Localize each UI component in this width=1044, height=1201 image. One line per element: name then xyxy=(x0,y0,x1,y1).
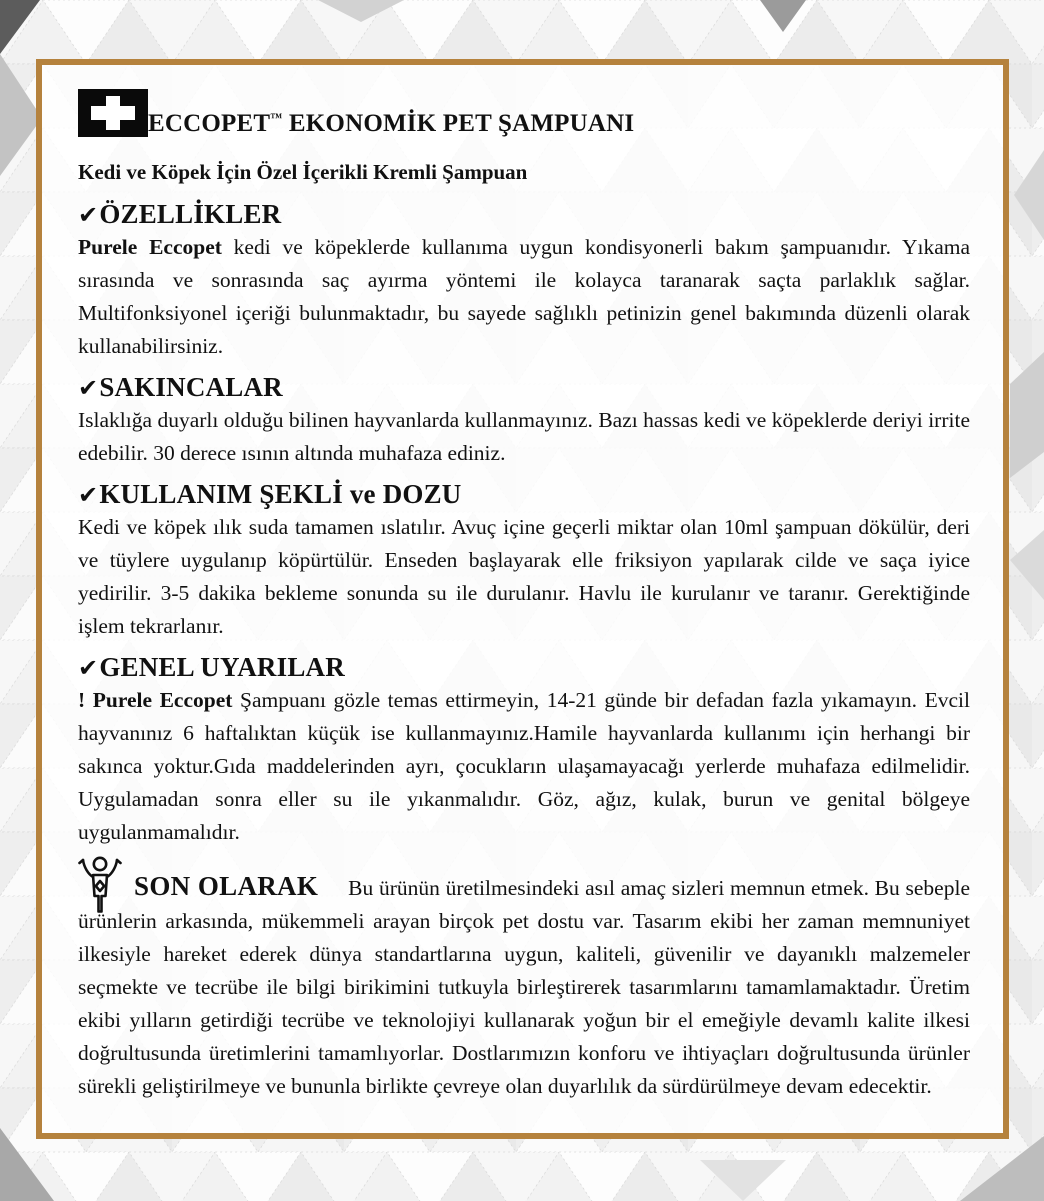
section-heading-genel-uyarilar: ✔GENEL UYARILAR xyxy=(78,652,345,683)
closing-paragraph: SON OLARAK Bu ürünün üretilmesindeki asıl amaç sizleri memnun etmek. Bu sebeple ürünlerin arkasında, mükemmeli arayan birçok pet dostu var. Tasarım ekibi her zaman memnuniyet ilkesiyle hareket ederek dünya standartlarına uygun, kaliteli, güvenilir ve dayanıklı malzemeler seçmekte ve tecrübe ile bilgi birikimini tutkuyla birleştirerek tasarımlarını tamamlamaktadır. Üretim ekibi yılların getirdiği tecrübe ve teknolojiyi kullanarak yoğun bir el emeğiyle devamlı kalite ilkesi doğrultusunda üretimlerini tamamlıyorlar. Dostlarımızın konforu ve ihtiyaçları doğrultusunda ürünler sürekli geliştirilmeye ve bununla birlikte çevreye olan duyarlılık da sürdürülmeye devam edecektir. xyxy=(78,871,970,1099)
paragraph-lead: ! Purele Eccopet xyxy=(78,688,233,713)
section-paragraph-ozellikler: Purele Eccopet kedi ve köpeklerde kullanıma uygun kondisyonerli bakım şampuanıdır. Yıkama sırasında ve sonrasında saç ayırma yöntemi ile kolayca taranarak saçta parlaklık sağlar. Multifonksiyonel içeriği bulunmaktadır, bu sayede sağlıklı petinizin genel bakımında düzenli olarak kullanabilirsiniz. xyxy=(78,235,971,359)
page-title: ECCOPET™ EKONOMİK PET ŞAMPUANI xyxy=(148,109,635,137)
closing-heading: SON OLARAK xyxy=(134,871,319,902)
check-icon: ✔ xyxy=(78,654,99,683)
person-arms-up-icon xyxy=(76,854,124,914)
header xyxy=(78,89,970,137)
section-paragraph-kullanim: Kedi ve köpek ılık suda tamamen ıslatılır. Avuç içine geçerli miktar olan 10ml şampuan dökülür, deri ve tüylere uygulanıp köpürtülür. Enseden başlayarak elle friksiyon yapılarak cilde ve saça iyice yedirilir. 3-5 dakika bekleme sonunda su ile durulanır. Havlu ile kurulanır ve taranır. Gerektiğinde işlem tekrarlanır. xyxy=(78,515,970,639)
check-icon: ✔ xyxy=(78,374,99,403)
subtitle: Kedi ve Köpek İçin Özel İçerikli Kremli Şampuan xyxy=(78,160,528,184)
check-icon: ✔ xyxy=(78,201,99,229)
check-icon: ✔ xyxy=(78,481,99,510)
plus-cross-logo-icon xyxy=(78,89,148,137)
closing-section xyxy=(78,870,970,1103)
document-content xyxy=(42,65,1003,1103)
section-heading-ozellikler: ✔ÖZELLİKLER xyxy=(78,199,282,229)
section-heading-sakincalar: ✔SAKINCALAR xyxy=(78,372,283,403)
paragraph-lead: Purele Eccopet xyxy=(78,235,222,260)
section-paragraph-sakincalar: Islaklığa duyarlı olduğu bilinen hayvanlarda kullanmayınız. Bazı hassas kedi ve köpeklerde deriyi irrite edebilir. 30 derece ısının altında muhafaza ediniz. xyxy=(78,408,970,466)
section-heading-kullanim: ✔KULLANIM ŞEKLİ ve DOZU xyxy=(78,479,462,510)
content-frame xyxy=(36,59,1009,1139)
section-paragraph-genel-uyarilar: ! Purele Eccopet Şampuanı gözle temas ettirmeyin, 14-21 günde bir defadan fazla yıkamayın. Evcil hayvanınız 6 haftalıktan küçük ise kullanmayınız.Hamile hayvanlarda kullanımı için herhangi bir sakınca yoktur.Gıda maddelerinden ayrı, çocukların ulaşamayacağı yerlerde muhafaza edilmelidir. Uygulamadan sonra eller su ile yıkanmalıdır. Göz, ağız, kulak, burun ve genital bölgeye uygulanmamalıdır. xyxy=(78,688,970,845)
trademark-symbol: ™ xyxy=(270,110,283,125)
